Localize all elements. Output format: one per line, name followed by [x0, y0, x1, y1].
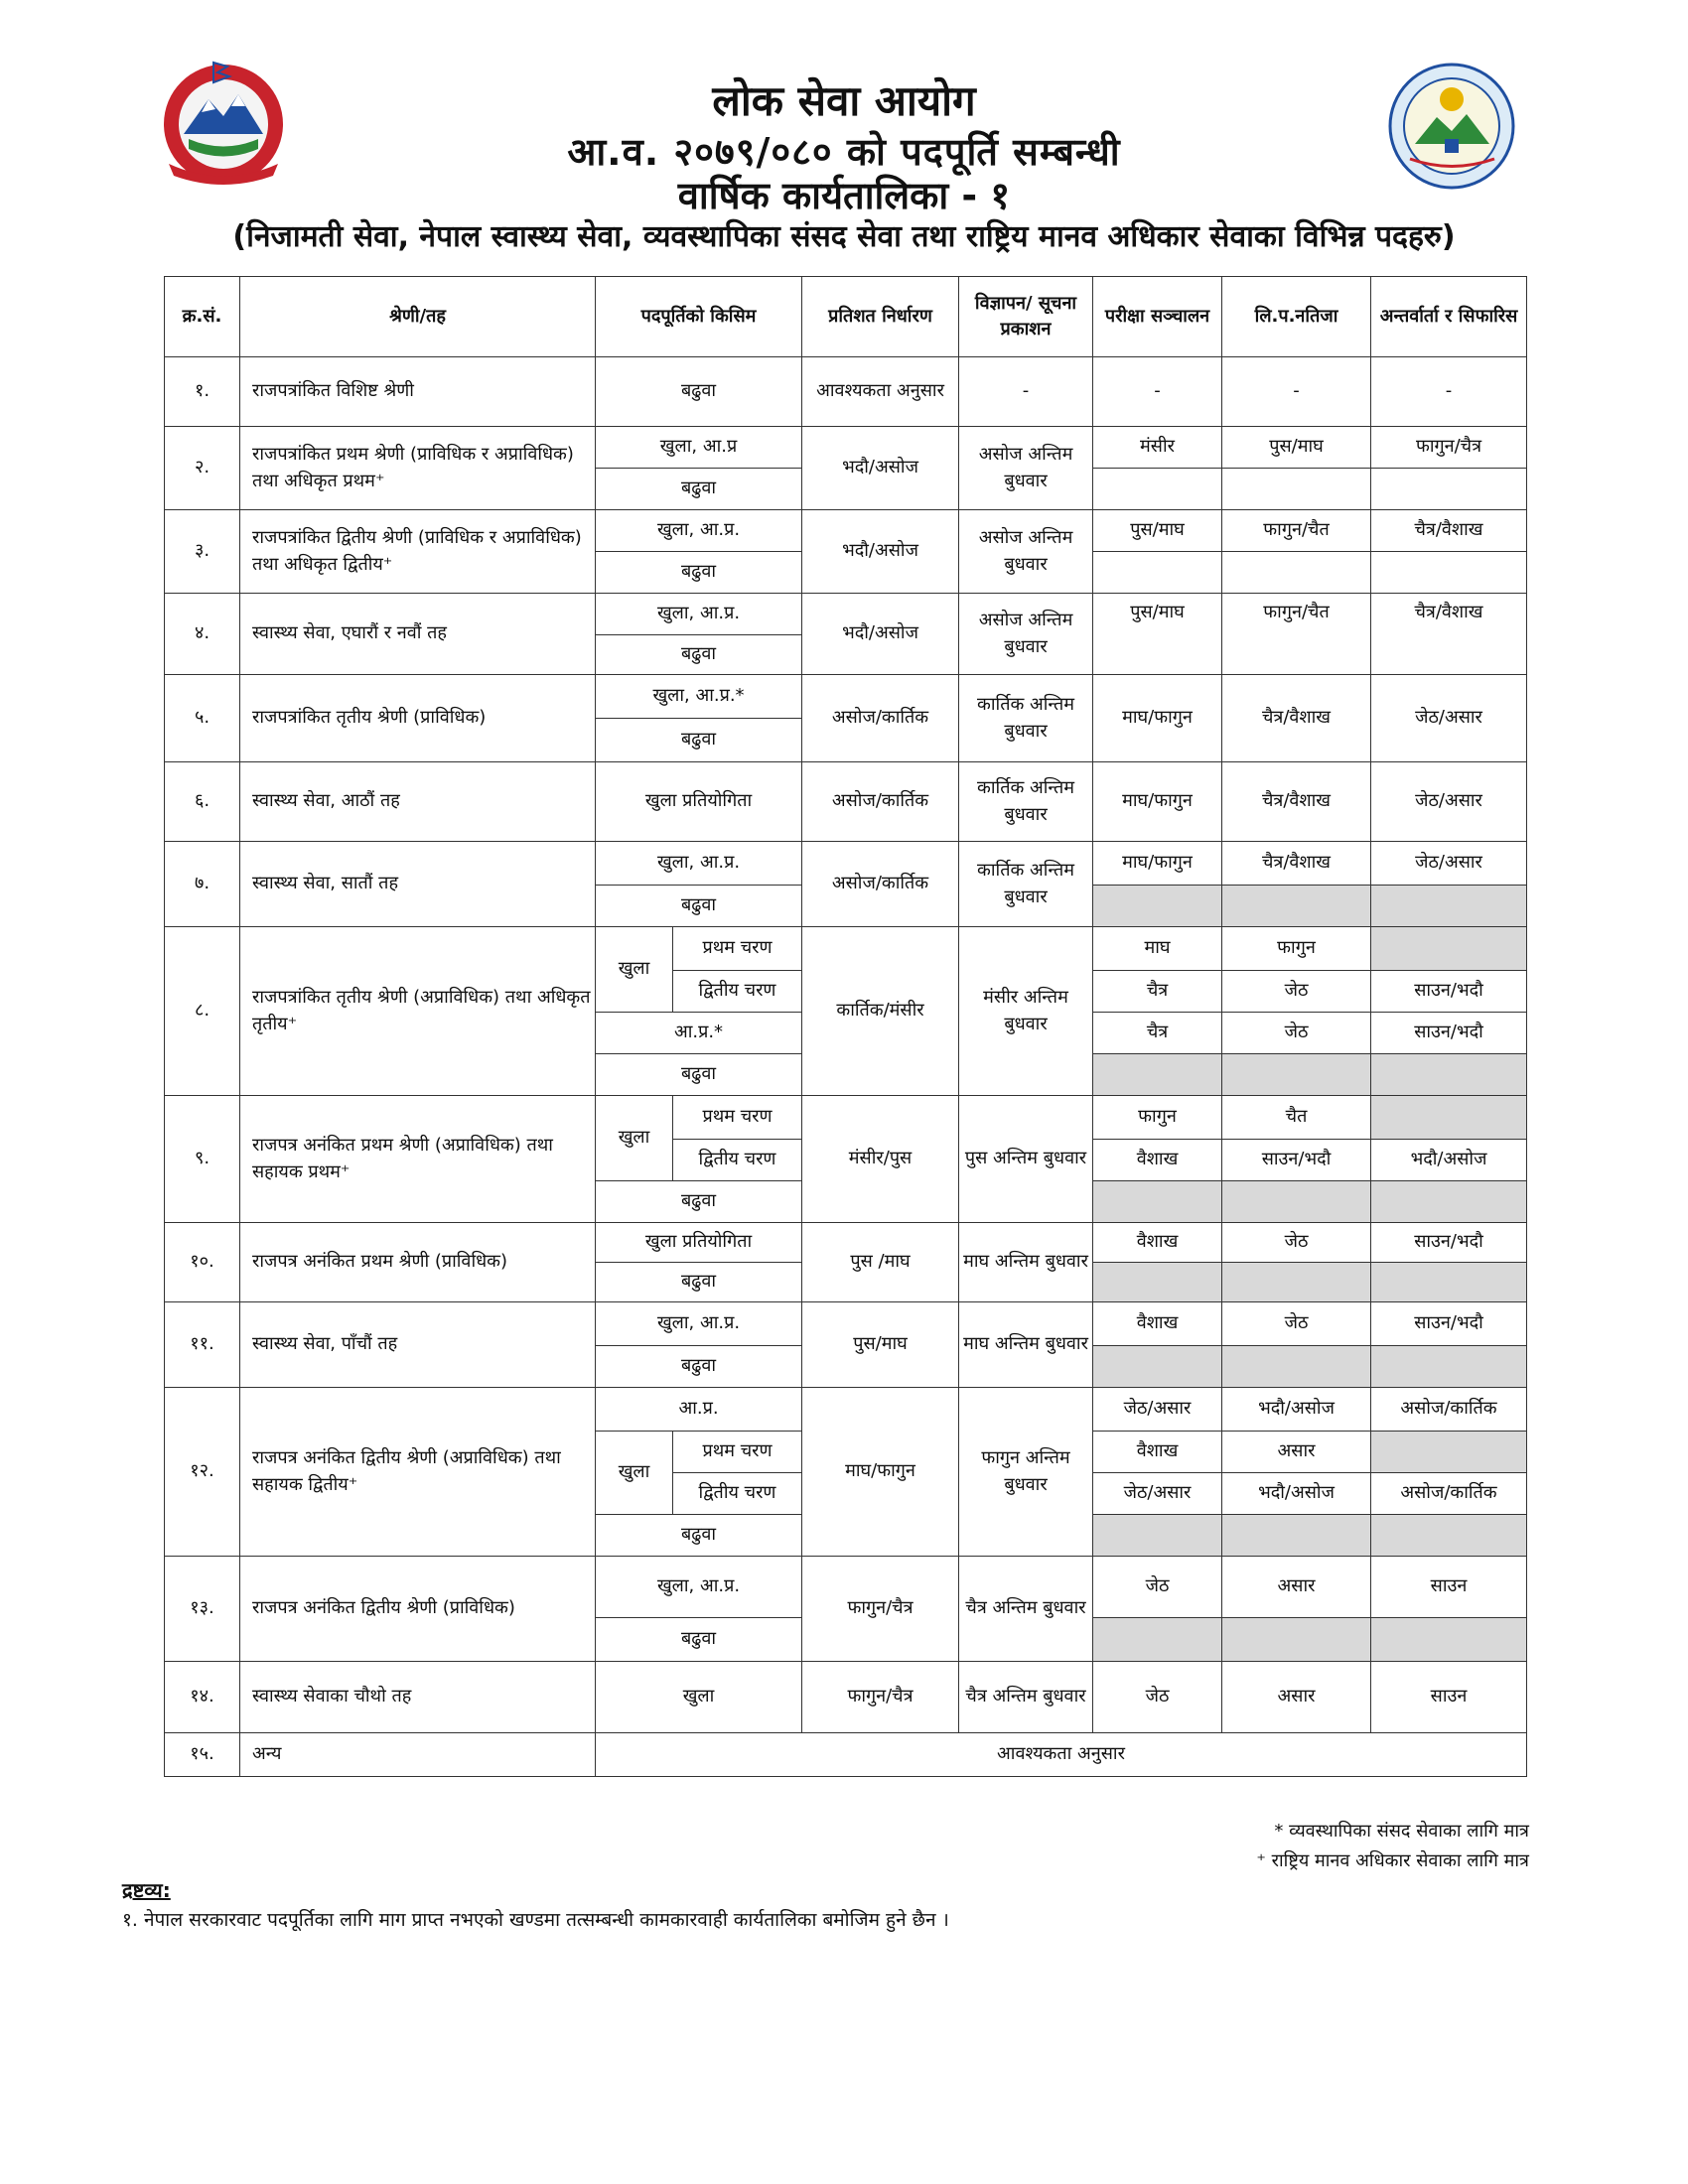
cell-adv: पुस अन्तिम बुधवार: [959, 1096, 1093, 1223]
cell-percent: पुस/माघ: [802, 1302, 959, 1388]
cell-class: राजपत्रांकित तृतीय श्रेणी (अप्राविधिक) तथा अधिकृत तृतीय⁺: [240, 927, 596, 1096]
cell-percent: माघ/फागुन: [802, 1388, 959, 1557]
cell-interview: असोज/कार्तिक: [1371, 1388, 1527, 1432]
cell-phase: द्वितीय चरण: [673, 971, 802, 1013]
cell-exam: पुस/माघ: [1093, 510, 1222, 552]
cell-type: बढुवा: [596, 719, 802, 762]
cell-type: बढुवा: [596, 635, 802, 675]
cell-class: स्वास्थ्य सेवा, पाँचौं तह: [240, 1302, 596, 1388]
cell-interview: असोज/कार्तिक: [1371, 1473, 1527, 1515]
cell-written: चैत्र/वैशाख: [1222, 762, 1371, 842]
cell-sn: ५.: [165, 675, 240, 762]
cell-phase: द्वितीय चरण: [673, 1140, 802, 1181]
table-row: [165, 762, 1527, 842]
cell-shaded: [1371, 1432, 1527, 1473]
cell-exam: माघ/फागुन: [1093, 675, 1222, 762]
cell-shaded: [1371, 1515, 1527, 1557]
cell-written: जेठ: [1222, 1302, 1371, 1346]
cell-type: आ.प्र.: [596, 1388, 802, 1432]
cell-empty: [1371, 469, 1527, 510]
cell-written: चैत: [1222, 1096, 1371, 1140]
cell-written: भदौ/असोज: [1222, 1473, 1371, 1515]
cell-shaded: [1222, 1181, 1371, 1223]
cell-class: राजपत्र अनंकित प्रथम श्रेणी (अप्राविधिक) तथा सहायक प्रथम⁺: [240, 1096, 596, 1223]
cell-interview: जेठ/असार: [1371, 842, 1527, 886]
cell-adv: माघ अन्तिम बुधवार: [959, 1223, 1093, 1302]
schedule-title: वार्षिक कार्यतालिका - १: [677, 174, 1011, 217]
note-item: १. नेपाल सरकारवाट पदपूर्तिका लागि माग प्राप्त नभएको खण्डमा तत्सम्बन्धी कामकारवाही कार्यतालिका बमोजिम हुने छैन ।: [122, 1909, 949, 1931]
cell-exam: माघ/फागुन: [1093, 842, 1222, 886]
table-row: [165, 1733, 1527, 1777]
cell-written: जेठ: [1222, 971, 1371, 1013]
header-class: श्रेणी/तह: [240, 277, 596, 357]
cell-type: खुला, आ.प्र.: [596, 1302, 802, 1346]
cell-type: बढुवा: [596, 886, 802, 927]
cell-interview: -: [1371, 357, 1527, 427]
cell-sn: १४.: [165, 1662, 240, 1733]
cell-exam: जेठ: [1093, 1662, 1222, 1733]
cell-adv: असोज अन्तिम बुधवार: [959, 427, 1093, 510]
header-interview: अन्तर्वार्ता र सिफारिस: [1371, 277, 1527, 357]
cell-adv: फागुन अन्तिम बुधवार: [959, 1388, 1093, 1557]
cell-percent: फागुन/चैत्र: [802, 1557, 959, 1662]
cell-open: खुला: [596, 927, 673, 1013]
table-row: [165, 1557, 1527, 1618]
cell-interview: साउन: [1371, 1662, 1527, 1733]
cell-type: खुला, आ.प्र: [596, 427, 802, 469]
cell-class: राजपत्र अनंकित द्वितीय श्रेणी (प्राविधिक): [240, 1557, 596, 1662]
cell-interview: चैत्र/वैशाख: [1371, 594, 1527, 675]
cell-exam: माघ: [1093, 927, 1222, 971]
cell-percent: असोज/कार्तिक: [802, 675, 959, 762]
cell-exam: मंसीर: [1093, 427, 1222, 469]
services-subtitle: (निजामती सेवा, नेपाल स्वास्थ्य सेवा, व्यवस्थापिका संसद सेवा तथा राष्ट्रिय मानव अधिकार सेवाका विभिन्न पदहरु): [232, 219, 1456, 254]
table-row: [165, 1662, 1527, 1733]
cell-exam: जेठ: [1093, 1557, 1222, 1618]
cell-exam: -: [1093, 357, 1222, 427]
cell-exam: जेठ/असार: [1093, 1473, 1222, 1515]
cell-written: पुस/माघ: [1222, 427, 1371, 469]
cell-sn: १.: [165, 357, 240, 427]
cell-shaded: [1371, 1618, 1527, 1662]
footnote-star: * व्यवस्थापिका संसद सेवाका लागि मात्र: [1274, 1821, 1529, 1842]
cell-sn: १३.: [165, 1557, 240, 1662]
fiscal-year-title: आ.व. २०७९/०८० को पदपूर्ति सम्बन्धी: [567, 130, 1121, 174]
cell-written: फागुन/चैत: [1222, 510, 1371, 552]
cell-class: स्वास्थ्य सेवा, सातौं तह: [240, 842, 596, 927]
cell-sn: ११.: [165, 1302, 240, 1388]
cell-adv: असोज अन्तिम बुधवार: [959, 510, 1093, 594]
table-row: [165, 427, 1527, 469]
cell-shaded: [1371, 1346, 1527, 1388]
cell-class: राजपत्रांकित तृतीय श्रेणी (प्राविधिक): [240, 675, 596, 762]
cell-type: खुला, आ.प्र.: [596, 842, 802, 886]
header-written: लि.प.नतिजा: [1222, 277, 1371, 357]
table-row: [165, 842, 1527, 886]
table-row: [165, 1096, 1527, 1140]
cell-shaded: [1093, 1515, 1222, 1557]
cell-phase: प्रथम चरण: [673, 927, 802, 971]
table-row: [165, 594, 1527, 635]
cell-sn: ६.: [165, 762, 240, 842]
cell-shaded: [1222, 1515, 1371, 1557]
cell-adv: कार्तिक अन्तिम बुधवार: [959, 762, 1093, 842]
cell-class: स्वास्थ्य सेवा, आठौं तह: [240, 762, 596, 842]
cell-sn: ९.: [165, 1096, 240, 1223]
cell-adv: कार्तिक अन्तिम बुधवार: [959, 842, 1093, 927]
cell-adv: मंसीर अन्तिम बुधवार: [959, 927, 1093, 1096]
header-percent: प्रतिशत निर्धारण: [802, 277, 959, 357]
cell-exam: वैशाख: [1093, 1140, 1222, 1181]
cell-adv: माघ अन्तिम बुधवार: [959, 1302, 1093, 1388]
cell-as-needed: आवश्यकता अनुसार: [596, 1733, 1527, 1777]
cell-type: खुला, आ.प्र.: [596, 594, 802, 635]
header-sn: क्र.सं.: [165, 277, 240, 357]
cell-adv: कार्तिक अन्तिम बुधवार: [959, 675, 1093, 762]
cell-type: बढुवा: [596, 1346, 802, 1388]
cell-type: खुला प्रतियोगिता: [596, 762, 802, 842]
table-row: [165, 1302, 1527, 1346]
cell-percent: पुस /माघ: [802, 1223, 959, 1302]
cell-interview: फागुन/चैत्र: [1371, 427, 1527, 469]
cell-shaded: [1371, 927, 1527, 971]
cell-percent: भदौ/असोज: [802, 427, 959, 510]
cell-phase: प्रथम चरण: [673, 1432, 802, 1473]
cell-type: आ.प्र.*: [596, 1013, 802, 1054]
cell-interview: साउन/भदौ: [1371, 971, 1527, 1013]
cell-shaded: [1093, 1263, 1222, 1302]
cell-written: -: [1222, 357, 1371, 427]
cell-interview: साउन/भदौ: [1371, 1302, 1527, 1346]
cell-type: खुला, आ.प्र.: [596, 1557, 802, 1618]
table-row: [165, 675, 1527, 719]
cell-shaded: [1222, 1263, 1371, 1302]
cell-shaded: [1093, 1618, 1222, 1662]
cell-adv: असोज अन्तिम बुधवार: [959, 594, 1093, 675]
cell-written: भदौ/असोज: [1222, 1388, 1371, 1432]
cell-sn: २.: [165, 427, 240, 510]
cell-exam: पुस/माघ: [1093, 594, 1222, 675]
cell-percent: भदौ/असोज: [802, 510, 959, 594]
cell-shaded: [1093, 1346, 1222, 1388]
header-type: पदपूर्तिको किसिम: [596, 277, 802, 357]
cell-exam: माघ/फागुन: [1093, 762, 1222, 842]
cell-written: फागुन/चैत: [1222, 594, 1371, 675]
cell-sn: ४.: [165, 594, 240, 675]
cell-shaded: [1222, 1346, 1371, 1388]
table-row: [165, 927, 1527, 971]
cell-open: खुला: [596, 1432, 673, 1515]
cell-percent: फागुन/चैत्र: [802, 1662, 959, 1733]
table-row: [165, 1388, 1527, 1432]
cell-phase: द्वितीय चरण: [673, 1473, 802, 1515]
document-header: [0, 0, 1688, 268]
cell-sn: ७.: [165, 842, 240, 927]
cell-shaded: [1093, 1054, 1222, 1096]
cell-percent: असोज/कार्तिक: [802, 762, 959, 842]
cell-written: जेठ: [1222, 1223, 1371, 1263]
table-row: [165, 1223, 1527, 1263]
cell-shaded: [1371, 886, 1527, 927]
table-header-row: [165, 277, 1527, 357]
cell-type: बढुवा: [596, 1515, 802, 1557]
cell-adv: चैत्र अन्तिम बुधवार: [959, 1557, 1093, 1662]
cell-sn: १०.: [165, 1223, 240, 1302]
cell-interview: चैत्र/वैशाख: [1371, 510, 1527, 552]
cell-empty: [1371, 552, 1527, 594]
header-exam: परीक्षा सञ्चालन: [1093, 277, 1222, 357]
cell-exam: जेठ/असार: [1093, 1388, 1222, 1432]
cell-written: फागुन: [1222, 927, 1371, 971]
cell-exam: वैशाख: [1093, 1302, 1222, 1346]
cell-class: राजपत्रांकित द्वितीय श्रेणी (प्राविधिक र अप्राविधिक) तथा अधिकृत द्वितीय⁺: [240, 510, 596, 594]
cell-sn: १५.: [165, 1733, 240, 1777]
cell-shaded: [1371, 1054, 1527, 1096]
header-adv: विज्ञापन/ सूचना प्रकाशन: [959, 277, 1093, 357]
cell-shaded: [1222, 886, 1371, 927]
cell-type: बढुवा: [596, 357, 802, 427]
cell-class: अन्य: [240, 1733, 596, 1777]
cell-shaded: [1222, 1054, 1371, 1096]
cell-open: खुला: [596, 1096, 673, 1181]
cell-type: खुला, आ.प्र.: [596, 510, 802, 552]
cell-exam: चैत्र: [1093, 1013, 1222, 1054]
cell-type: बढुवा: [596, 1263, 802, 1302]
cell-type: खुला प्रतियोगिता: [596, 1223, 802, 1263]
cell-exam: वैशाख: [1093, 1432, 1222, 1473]
cell-shaded: [1371, 1263, 1527, 1302]
cell-written: असार: [1222, 1662, 1371, 1733]
cell-empty: [1093, 552, 1222, 594]
cell-interview: जेठ/असार: [1371, 762, 1527, 842]
cell-shaded: [1222, 1618, 1371, 1662]
cell-interview: साउन/भदौ: [1371, 1013, 1527, 1054]
table-row: [165, 510, 1527, 552]
cell-exam: वैशाख: [1093, 1223, 1222, 1263]
cell-type: खुला, आ.प्र.*: [596, 675, 802, 719]
cell-class: स्वास्थ्य सेवाका चौथो तह: [240, 1662, 596, 1733]
public-service-commission-logo-icon: [1385, 60, 1519, 194]
cell-type: बढुवा: [596, 469, 802, 510]
cell-type: बढुवा: [596, 1618, 802, 1662]
cell-type: खुला: [596, 1662, 802, 1733]
cell-interview: भदौ/असोज: [1371, 1140, 1527, 1181]
footnote-plus: ⁺ राष्ट्रिय मानव अधिकार सेवाका लागि मात्र: [1256, 1850, 1529, 1871]
cell-percent: भदौ/असोज: [802, 594, 959, 675]
cell-empty: [1093, 469, 1222, 510]
cell-sn: १२.: [165, 1388, 240, 1557]
cell-phase: प्रथम चरण: [673, 1096, 802, 1140]
cell-shaded: [1093, 886, 1222, 927]
cell-type: बढुवा: [596, 552, 802, 594]
cell-interview: जेठ/असार: [1371, 675, 1527, 762]
cell-percent: असोज/कार्तिक: [802, 842, 959, 927]
cell-percent: मंसीर/पुस: [802, 1096, 959, 1223]
cell-sn: ३.: [165, 510, 240, 594]
cell-type: बढुवा: [596, 1181, 802, 1223]
cell-written: जेठ: [1222, 1013, 1371, 1054]
cell-class: राजपत्र अनंकित द्वितीय श्रेणी (अप्राविधिक) तथा सहायक द्वितीय⁺: [240, 1388, 596, 1557]
note-heading: द्रष्टव्य:: [122, 1878, 171, 1902]
cell-written: चैत्र/वैशाख: [1222, 842, 1371, 886]
cell-percent: कार्तिक/मंसीर: [802, 927, 959, 1096]
cell-written: असार: [1222, 1557, 1371, 1618]
schedule-table: [164, 276, 1527, 1777]
cell-written: चैत्र/वैशाख: [1222, 675, 1371, 762]
cell-adv: -: [959, 357, 1093, 427]
cell-class: राजपत्रांकित प्रथम श्रेणी (प्राविधिक र अप्राविधिक) तथा अधिकृत प्रथम⁺: [240, 427, 596, 510]
cell-interview: साउन/भदौ: [1371, 1223, 1527, 1263]
table-row: [165, 357, 1527, 427]
commission-title: लोक सेवा आयोग: [712, 76, 976, 125]
cell-percent: आवश्यकता अनुसार: [802, 357, 959, 427]
cell-empty: [1222, 552, 1371, 594]
cell-type: बढुवा: [596, 1054, 802, 1096]
cell-written: असार: [1222, 1432, 1371, 1473]
cell-shaded: [1371, 1096, 1527, 1140]
cell-shaded: [1371, 1181, 1527, 1223]
cell-written: साउन/भदौ: [1222, 1140, 1371, 1181]
cell-adv: चैत्र अन्तिम बुधवार: [959, 1662, 1093, 1733]
cell-empty: [1222, 469, 1371, 510]
cell-shaded: [1093, 1181, 1222, 1223]
cell-class: राजपत्र अनंकित प्रथम श्रेणी (प्राविधिक): [240, 1223, 596, 1302]
cell-class: राजपत्रांकित विशिष्ट श्रेणी: [240, 357, 596, 427]
cell-sn: ८.: [165, 927, 240, 1096]
cell-interview: साउन: [1371, 1557, 1527, 1618]
cell-exam: चैत्र: [1093, 971, 1222, 1013]
cell-exam: फागुन: [1093, 1096, 1222, 1140]
cell-class: स्वास्थ्य सेवा, एघारौं र नवौं तह: [240, 594, 596, 675]
